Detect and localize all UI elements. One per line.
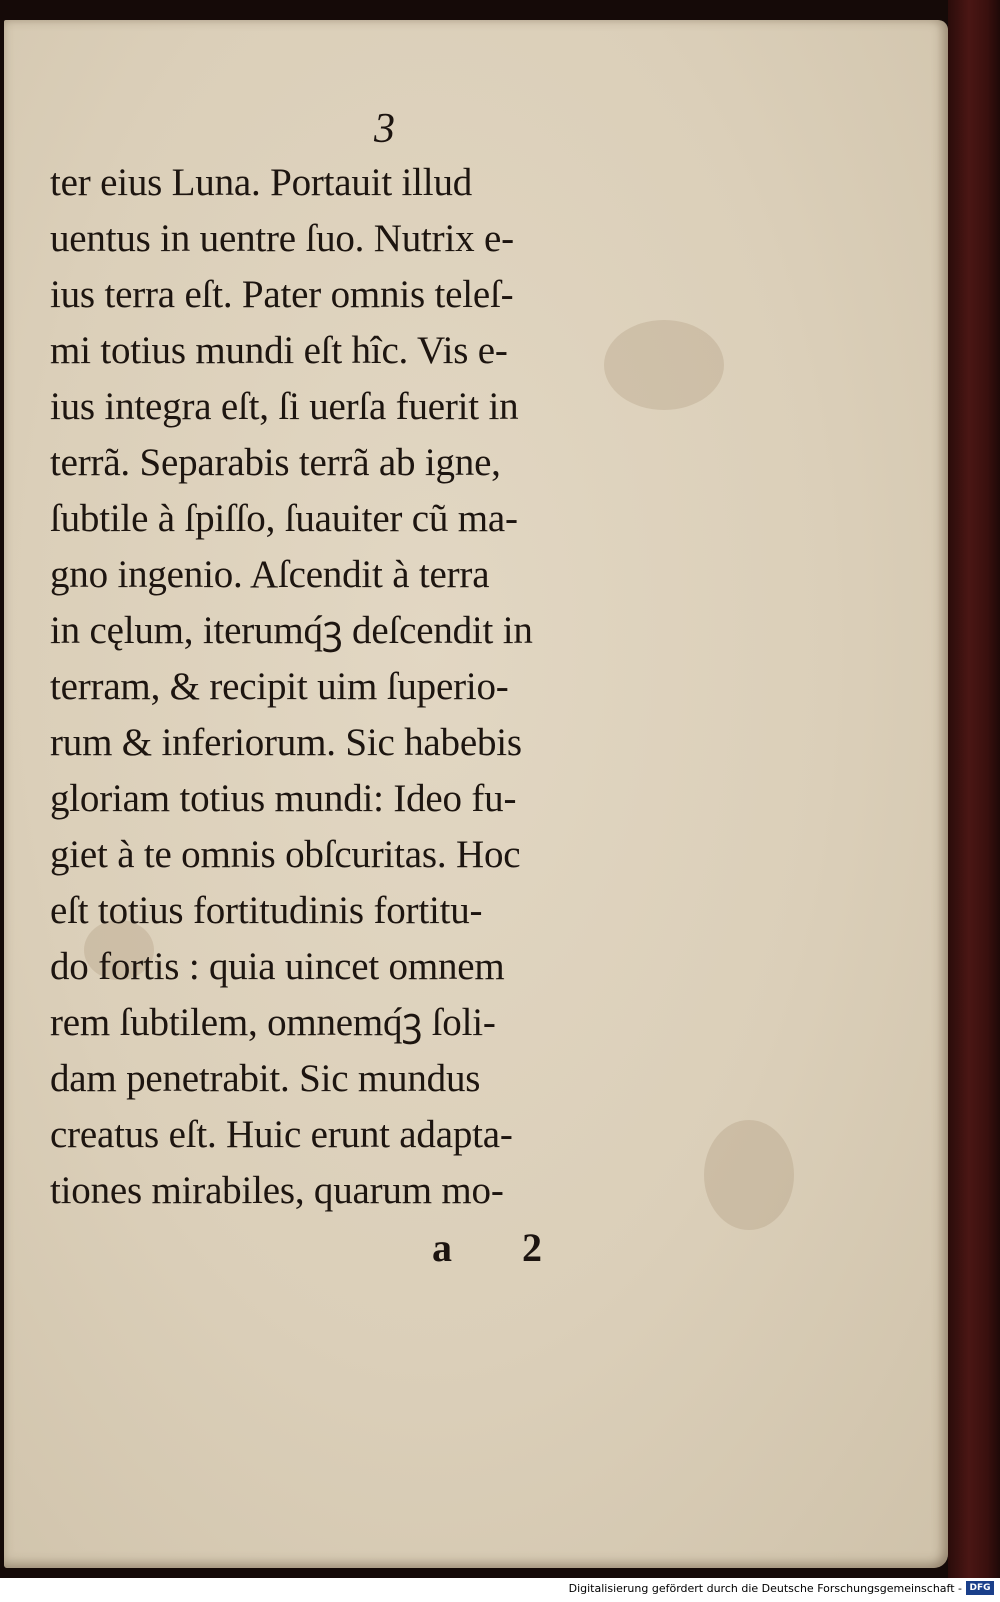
text-line: do fortis : quia uincet omnem	[50, 945, 505, 988]
page-stain	[704, 1120, 794, 1230]
footer-credit: Digitalisierung gefördert durch die Deutsche Forschungsgemeinschaft -	[568, 1582, 962, 1595]
text-line: ter eius Luna. Portauit illud	[50, 161, 473, 204]
book-cover-edge	[948, 0, 1000, 1578]
page-number: 3	[374, 106, 395, 152]
text-line: mi totius mundi eſt hîc. Vis e-	[50, 329, 508, 372]
text-line: creatus eſt. Huic erunt adapta-	[50, 1113, 513, 1156]
text-line: tiones mirabiles, quarum mo-	[50, 1169, 504, 1212]
signature-mark: a 2	[432, 1225, 572, 1270]
text-line: ius integra eſt, ſi uerſa fuerit in	[50, 385, 519, 428]
text-line: gloriam totius mundi: Ideo fu-	[50, 777, 517, 820]
text-line: gno ingenio. Aſcendit à terra	[50, 553, 490, 596]
text-line: rem ſubtilem, omnemq́ꝫ ſoli-	[50, 1001, 496, 1044]
text-line: terrã. Separabis terrã ab igne,	[50, 441, 501, 484]
text-line: in cęlum, iterumq́ꝫ deſcendit in	[50, 609, 533, 652]
dfg-logo: DFG	[966, 1581, 994, 1595]
text-line: ſubtile à ſpiſſo, ſuauiter cũ ma-	[50, 497, 518, 540]
text-line: giet à te omnis obſcuritas. Hoc	[50, 833, 521, 876]
text-line: dam penetrabit. Sic mundus	[50, 1057, 481, 1100]
text-line: eſt totius fortitudinis fortitu-	[50, 889, 483, 932]
text-line: uentus in uentre ſuo. Nutrix e-	[50, 217, 514, 260]
text-line: rum & inferiorum. Sic habebis	[50, 721, 522, 764]
text-line: ius terra eſt. Pater omnis teleſ-	[50, 273, 514, 316]
text-line: terram, & recipit uim ſuperio-	[50, 665, 509, 708]
body-text	[50, 155, 670, 1219]
